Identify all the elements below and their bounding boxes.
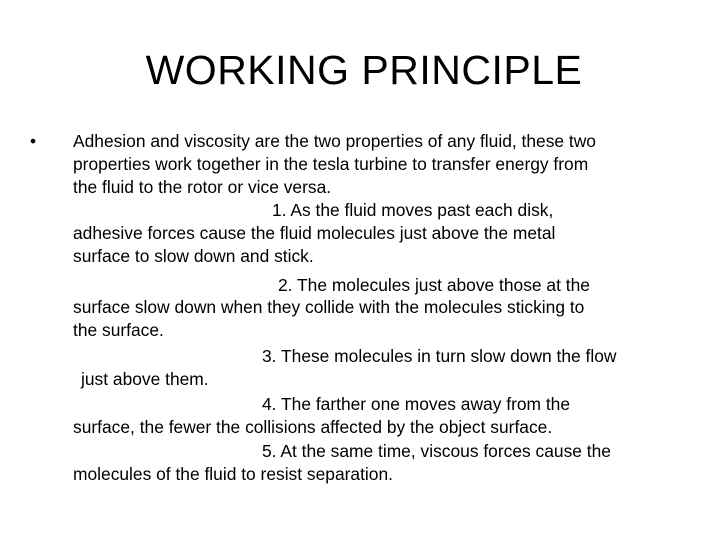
slide-title: WORKING PRINCIPLE (145, 47, 583, 93)
paragraph-line: the fluid to the rotor or vice versa. (73, 177, 332, 197)
paragraph-line: the surface. (73, 320, 164, 340)
paragraph-line: just above them. (81, 369, 209, 389)
paragraph-line: 4. The farther one moves away from the (262, 394, 571, 414)
paragraph-line: adhesive forces cause the fluid molecules just above the metal (73, 223, 556, 243)
paragraph-line: properties work together in the tesla turbine to transfer energy from (73, 154, 589, 174)
paragraph-line: Adhesion and viscosity are the two properties of any fluid, these two (73, 131, 596, 151)
paragraph-line: surface, the fewer the collisions affected by the object surface. (73, 417, 553, 437)
paragraph-line: 3. These molecules in turn slow down the flow (262, 346, 617, 366)
bullet-marker: • (30, 131, 37, 151)
paragraph-line: 1. As the fluid moves past each disk, (272, 200, 554, 220)
paragraph-line: 2. The molecules just above those at the (278, 275, 590, 295)
paragraph-line: molecules of the fluid to resist separation. (73, 464, 393, 484)
paragraph-line: surface slow down when they collide with the molecules sticking to (73, 297, 585, 317)
paragraph-line: 5. At the same time, viscous forces cause the (262, 441, 611, 461)
paragraph-line: surface to slow down and stick. (73, 246, 314, 266)
